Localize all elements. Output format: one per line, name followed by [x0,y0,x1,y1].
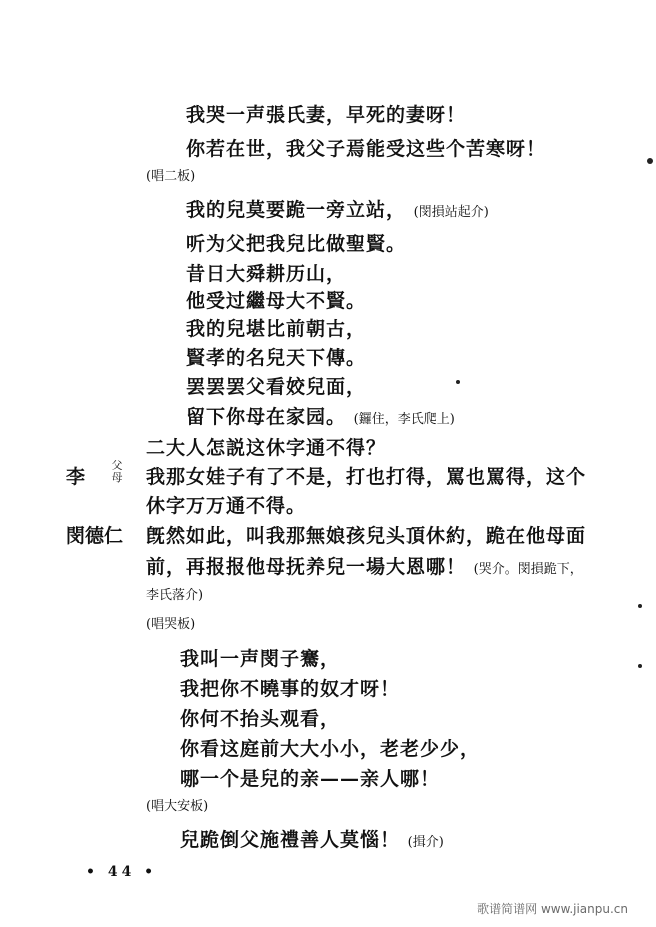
verse-line-8: 賢孝的名兒天下傳。 [186,347,367,369]
verse-line-10-text: 留下你母在家园。 [186,406,347,428]
verse-line-7: 我的兒堪比前朝古， [186,318,367,340]
aria-cue-kuban: (唱哭板) [146,617,196,632]
verse-line-16-text: 兒跪倒父施禮善人莫惱！ [180,829,401,851]
stage-direction-3: (哭介。閔損跪下， [473,562,583,577]
verse-line-6: 他受过繼母大不賢。 [186,290,367,312]
stage-direction-3-cont: 李氏落介) [146,588,204,603]
verse-line-2: 你若在世，我父子焉能受这些个苦寒呀！ [186,138,547,160]
verse-line-14: 你看这庭前大大小小，老老少少， [180,738,481,760]
verse-line-5: 昔日大舜耕历山， [186,263,347,285]
dialogue-line-3: 休字万万通不得。 [146,495,307,517]
verse-line-11: 我叫一声閔子騫， [180,648,341,670]
dialogue-line-2: 我那女娃子有了不是，打也打得，罵也罵得，这个 [146,466,587,488]
verse-line-10 [186,405,455,432]
speaker-li: 李 [66,466,86,488]
speaker-min-deren: 閔德仁 [66,525,124,547]
verse-line-16 [180,828,444,855]
dialogue-line-1: 二大人怎説这休字通不得？ [146,437,387,459]
stage-direction-2: (鑼住，李氏爬上) [353,412,455,427]
dialogue-line-4: 旣然如此，叫我那無娘孩兒头頂休約，跪在他母面 [146,525,587,547]
speaker-li-role: 父 母 [111,459,123,484]
margin-speck [647,158,653,164]
margin-speck [456,380,460,384]
stage-direction-4: (揖介) [407,835,444,850]
aria-cue-erban: (唱二板) [146,169,196,184]
verse-line-12: 我把你不曉事的奴才呀！ [180,678,401,700]
verse-line-15: 哪一个是兒的亲——亲人哪！ [180,768,441,790]
page-number: • 44 • [86,864,158,880]
verse-line-13: 你何不抬头观看， [180,708,341,730]
dialogue-line-5 [146,555,583,582]
verse-line-1: 我哭一声張氏妻，早死的妻呀！ [186,104,467,126]
margin-speck [638,664,642,668]
verse-line-4: 听为父把我兒比做聖賢。 [186,233,407,255]
stage-direction-1: (閔損站起介) [413,205,489,220]
verse-line-3-text: 我的兒莫要跪一旁立站， [186,199,407,221]
dialogue-line-5-text: 前，再报报他母抚养兒一場大恩哪！ [146,556,467,578]
aria-cue-daanban: (唱大安板) [146,799,209,814]
verse-line-3 [186,198,489,225]
site-watermark: 歌谱简谱网 www.jianpu.cn [477,902,628,916]
verse-line-9: 罢罢罢父看姣兒面， [186,376,367,398]
margin-speck [638,604,642,608]
